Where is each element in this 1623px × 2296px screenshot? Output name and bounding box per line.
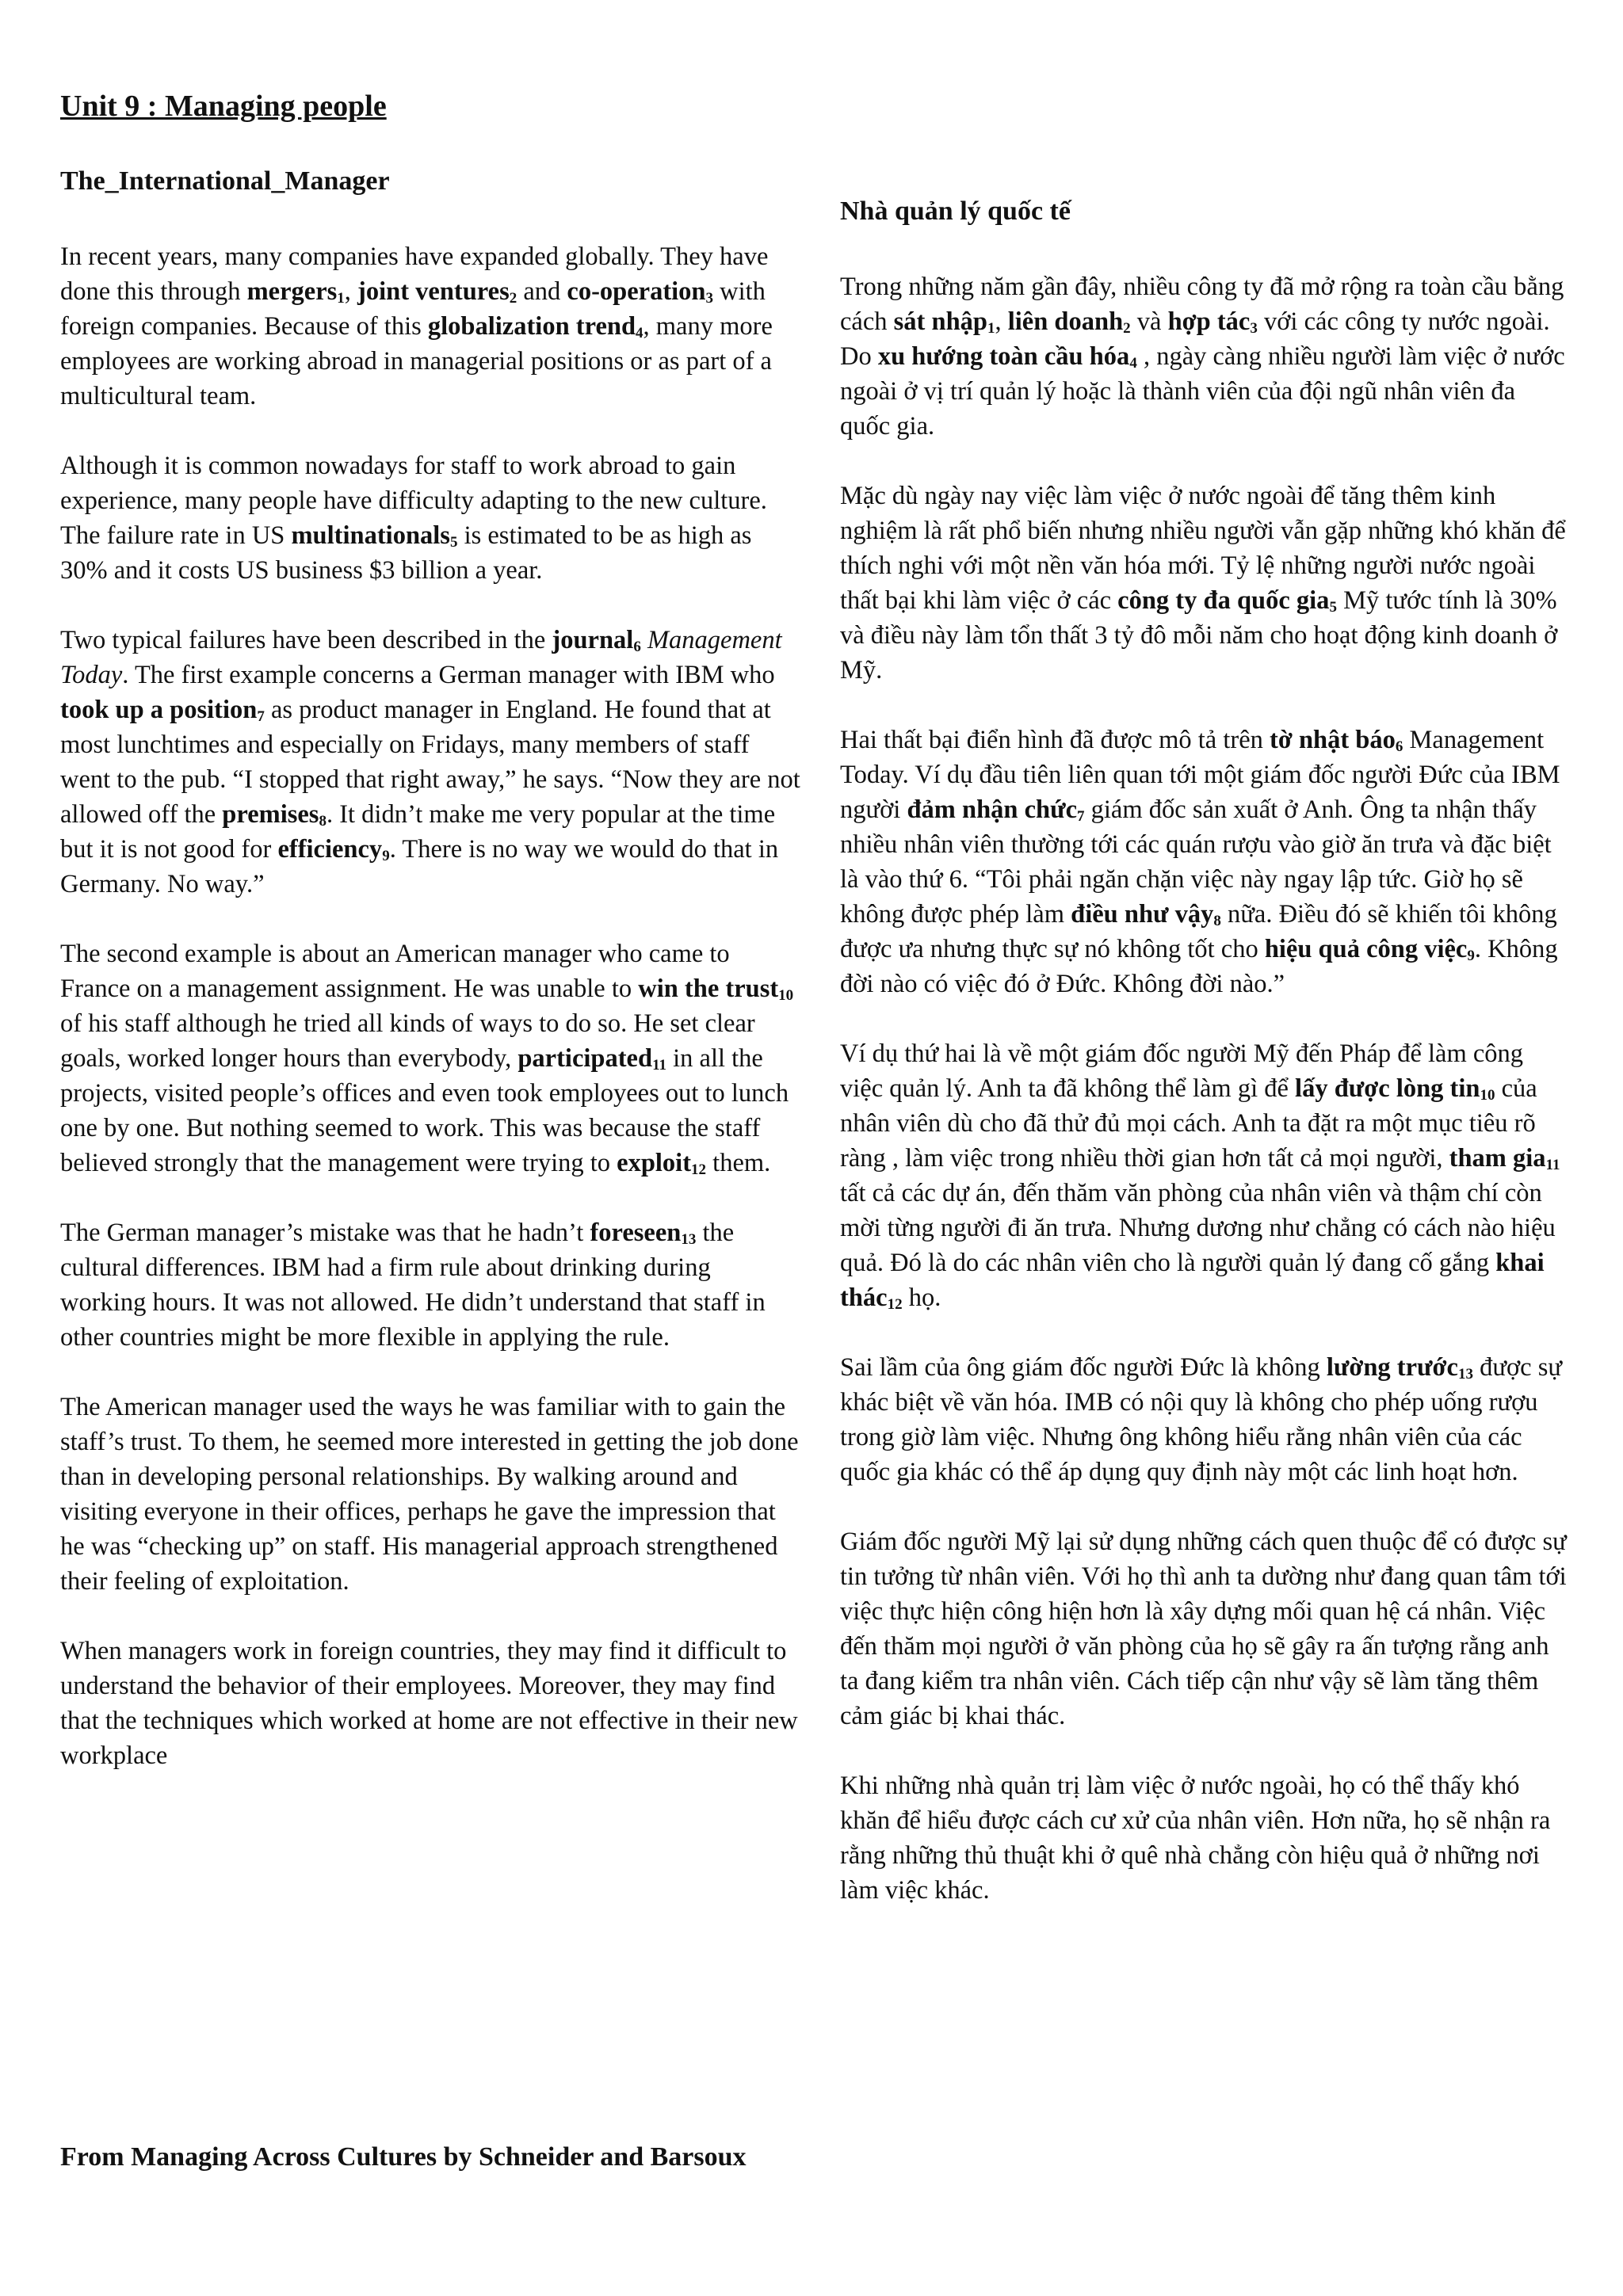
text-run: Mỹ tước tính là 30% và điều này làm tổn thất 3 tỷ đô mỗi năm cho hoạt động kinh doanh ở Mỹ.: [840, 586, 1558, 685]
text-run: , ngày càng nhiều người làm việc ở nước ngoài ở vị trí quản lý hoặc là thành viên của đội ngũ nhân viên đa quốc gia.: [840, 342, 1565, 441]
text-run: nữa. Điều đó sẽ khiến tôi không được ưa nhưng thực sự nó không tốt cho: [840, 900, 1557, 963]
vocab-index: 5: [449, 534, 458, 551]
vietnamese-paragraphs: [840, 269, 1569, 1943]
vocab-index: 12: [691, 1161, 707, 1178]
vietnamese-paragraph-4: [840, 1036, 1569, 1315]
vocab-term: khai thác: [840, 1249, 1545, 1312]
vocab-index: 8: [319, 813, 327, 830]
text-run: ,: [344, 277, 358, 306]
vietnamese-paragraph-2: [840, 479, 1569, 688]
vocab-term: đảm nhận chức: [907, 795, 1078, 824]
vocab-term: hợp tác: [1167, 307, 1251, 336]
vocab-index: 2: [509, 290, 517, 307]
vocab-term: win the trust: [638, 974, 779, 1003]
vocab-index: 3: [705, 290, 714, 307]
vocab-term: hiệu quả công việc: [1264, 935, 1468, 963]
text-run: . There is no way we would do that in Germany. No way.”: [60, 835, 779, 898]
vocab-term: tờ nhật báo: [1270, 726, 1396, 754]
vocab-term: lường trước: [1326, 1353, 1458, 1382]
journal-title: Management Today: [60, 626, 782, 689]
vietnamese-paragraph-6: [840, 1524, 1569, 1733]
text-run: tất cả các dự án, đến thăm văn phòng của nhân viên và thậm chí còn mời từng người đi ăn trưa. Nhưng dương như chẳng có cách nào hiệu quả. Đó là do các nhân viên cho là người quản lý đang cố gắng: [840, 1179, 1556, 1277]
text-run: Two typical failures have been described in the: [60, 626, 552, 654]
vietnamese-heading: Nhà quản lý quốc tế: [840, 196, 1071, 226]
vocab-term: efficiency: [277, 835, 383, 864]
vocab-term: mergers: [246, 277, 338, 306]
text-run: is estimated to be as high as 30% and it costs US business $3 billion a year.: [60, 521, 752, 585]
vocab-index: 3: [1250, 320, 1258, 337]
english-paragraph-2: [60, 448, 800, 588]
text-run: and: [517, 277, 567, 306]
page-title: Unit 9 : Managing people: [60, 90, 387, 123]
text-run: When managers work in foreign countries, they may find it difficult to understand the behavior of their employees. Moreover, they may find that the techniques which worked at home are not effective in their new workplace: [60, 1637, 798, 1770]
english-paragraph-6: [60, 1390, 800, 1599]
text-run: và: [1130, 307, 1168, 336]
text-run: with foreign companies. Because of this: [60, 277, 766, 341]
text-run: , many more employees are working abroad in managerial positions or as part of a multicultural team.: [60, 312, 773, 410]
text-run: Mặc dù ngày nay việc làm việc ở nước ngoài để tăng thêm kinh nghiệm là rất phổ biến nhưng nhiều người vẫn gặp những khó khăn để thích nghi với một nền văn hóa mới. Tỷ lệ những người nước ngoài thất bại khi làm việc ở các: [840, 482, 1566, 615]
vocab-term: participated: [517, 1044, 653, 1073]
english-heading: The_International_Manager: [60, 166, 390, 196]
text-run: Trong những năm gần đây, nhiều công ty đã mở rộng ra toàn cầu bằng cách: [840, 273, 1564, 336]
english-paragraph-7: [60, 1634, 800, 1773]
vocab-term: xu hướng toàn cầu hóa: [877, 342, 1130, 371]
text-run: Giám đốc người Mỹ lại sử dụng những cách quen thuộc để có được sự tin tưởng từ nhân viên. Với họ thì anh ta dường như đang quan tâm tới việc thực hiện công hiện hơn là xây dựng mối quan hệ cá nhân. Việc đến thăm mọi người ở văn phòng của họ sẽ gây ra ấn tượng rằng anh ta đang kiểm tra nhân viên. Cách tiếp cận như vậy sẽ làm tăng thêm cảm giác bị khai thác.: [840, 1527, 1567, 1730]
text-run: với các công ty nước ngoài. Do: [840, 307, 1550, 371]
vocab-term: điều như vậy: [1071, 900, 1214, 929]
vocab-index: 7: [1077, 808, 1085, 825]
text-run: . The first example concerns a German manager with IBM who: [122, 661, 775, 689]
vocab-index: 11: [652, 1057, 667, 1074]
vocab-term: co-operation: [567, 277, 706, 306]
vocab-index: 10: [1480, 1087, 1495, 1104]
text-run: của nhân viên dù cho đã thử đủ mọi cách. Anh ta đặt ra một mục tiêu rõ ràng , làm việc trong nhiều thời gian hơn tất cả mọi người,: [840, 1074, 1537, 1173]
vocab-term: journal: [552, 626, 634, 654]
text-run: In recent years, many companies have expanded globally. They have done this through: [60, 242, 769, 306]
vocab-index: 9: [1467, 948, 1475, 964]
text-run: of his staff although he tried all kinds of ways to do so. He set clear goals, worked longer hours than everybody,: [60, 1009, 755, 1073]
text-run: them.: [706, 1149, 771, 1177]
vocab-term: sát nhập: [893, 307, 987, 336]
source-citation: From Managing Across Cultures by Schneider and Barsoux: [60, 2142, 747, 2172]
vocab-index: 6: [633, 639, 641, 655]
text-run: Ví dụ thứ hai là về một giám đốc người Mỹ đến Pháp để làm công việc quản lý. Anh ta đã không thể làm gì để: [840, 1039, 1524, 1103]
vocab-index: 13: [681, 1231, 697, 1248]
text-run: ,: [995, 307, 1008, 336]
vocab-term: công ty đa quốc gia: [1117, 586, 1330, 615]
english-paragraph-4: [60, 936, 800, 1180]
vocab-index: 10: [778, 987, 794, 1004]
vocab-term: exploit: [617, 1149, 692, 1177]
text-run: . It didn’t make me very popular at the time but it is not good for: [60, 800, 776, 864]
text-run: giám đốc sản xuất ở Anh. Ông ta nhận thấy nhiều nhân viên thường tới các quán rượu vào giờ ăn trưa và đặc biệt là vào thứ 6. “Tôi phải ngăn chặn việc này ngay lập tức. Giờ họ sẽ không được phép làm: [840, 795, 1552, 929]
vocab-term: lấy được lòng tin: [1295, 1074, 1480, 1103]
text-run: as product manager in England. He found that at most lunchtimes and especially on Fridays, many members of staff went to the pub. “I stopped that right away,” he says. “Now they are not allowed off the: [60, 696, 800, 829]
vocab-term: premises: [222, 800, 319, 829]
vocab-index: 13: [1457, 1366, 1473, 1383]
vocab-index: 8: [1213, 913, 1221, 929]
text-run: được sự khác biệt về văn hóa. IMB có nội quy là không cho phép uống rượu trong giờ làm việc. Nhưng ông không hiểu rằng nhân viên của các quốc gia khác có thể áp dụng quy định này một các linh hoạt hơn.: [840, 1353, 1562, 1486]
vocab-term: joint ventures: [357, 277, 510, 306]
english-paragraph-5: [60, 1215, 800, 1355]
vocab-term: globalization trend: [427, 312, 636, 341]
vocab-term: tham gia: [1449, 1144, 1546, 1173]
vocab-index: 7: [257, 708, 265, 725]
vocab-index: 6: [1395, 738, 1403, 755]
text-run: The second example is about an American manager who came to France on a management assignment. He was unable to: [60, 940, 730, 1003]
text-run: Hai thất bại điển hình đã được mô tả trên: [840, 726, 1270, 754]
vocab-index: 11: [1545, 1157, 1560, 1173]
english-paragraphs: [60, 239, 800, 1808]
text-run: The German manager’s mistake was that he hadn’t: [60, 1219, 590, 1247]
text-run: Although it is common nowadays for staff to work abroad to gain experience, many people have difficulty adapting to the new culture. The failure rate in US: [60, 452, 767, 550]
vocab-term: took up a position: [60, 696, 258, 724]
text-run: the cultural differences. IBM had a firm rule about drinking during working hours. It was not allowed. He didn’t understand that staff in other countries might be more flexible in applying the rule.: [60, 1219, 766, 1352]
text-run: Khi những nhà quản trị làm việc ở nước ngoài, họ có thể thấy khó khăn để hiểu được cách cư xử của nhân viên. Hơn nữa, họ sẽ nhận ra rằng những thủ thuật khi ở quê nhà chẳng còn hiệu quả ở những nơi làm việc khác.: [840, 1772, 1551, 1905]
vietnamese-paragraph-7: [840, 1768, 1569, 1908]
text-run: Sai lầm của ông giám đốc người Đức là không: [840, 1353, 1327, 1382]
vocab-term: multinationals: [291, 521, 450, 550]
text-run: Management Today. Ví dụ đầu tiên liên quan tới một giám đốc người Đức của IBM người: [840, 726, 1560, 824]
vietnamese-paragraph-1: [840, 269, 1569, 444]
english-paragraph-3: [60, 623, 800, 902]
vocab-index: 2: [1123, 320, 1131, 337]
text-run: [641, 626, 647, 654]
vocab-term: liên doanh: [1007, 307, 1124, 336]
vocab-term: foreseen: [590, 1219, 682, 1247]
vocab-index: 9: [382, 848, 390, 864]
vocab-index: 1: [337, 290, 345, 307]
vocab-index: 12: [887, 1296, 903, 1313]
vocab-index: 5: [1329, 599, 1337, 616]
text-run: The American manager used the ways he was familiar with to gain the staff’s trust. To them, he seemed more interested in getting the job done than in developing personal relationships. By walking around and visiting everyone in their offices, perhaps he gave the impression that he was “checking up” on staff. His managerial approach strengthened their feeling of exploitation.: [60, 1393, 799, 1596]
vocab-index: 4: [1129, 355, 1137, 372]
vocab-index: 4: [636, 325, 643, 341]
text-run: . Không đời nào có việc đó ở Đức. Không đời nào.”: [840, 935, 1558, 998]
text-run: in all the projects, visited people’s offices and even took employees out to lunch one by one. But nothing seemed to work. This was because the staff believed strongly that the management were trying to: [60, 1044, 789, 1177]
vocab-index: 1: [987, 320, 995, 337]
text-run: họ.: [902, 1283, 941, 1312]
vietnamese-paragraph-5: [840, 1350, 1569, 1489]
vietnamese-paragraph-3: [840, 723, 1569, 1001]
english-paragraph-1: [60, 239, 800, 414]
